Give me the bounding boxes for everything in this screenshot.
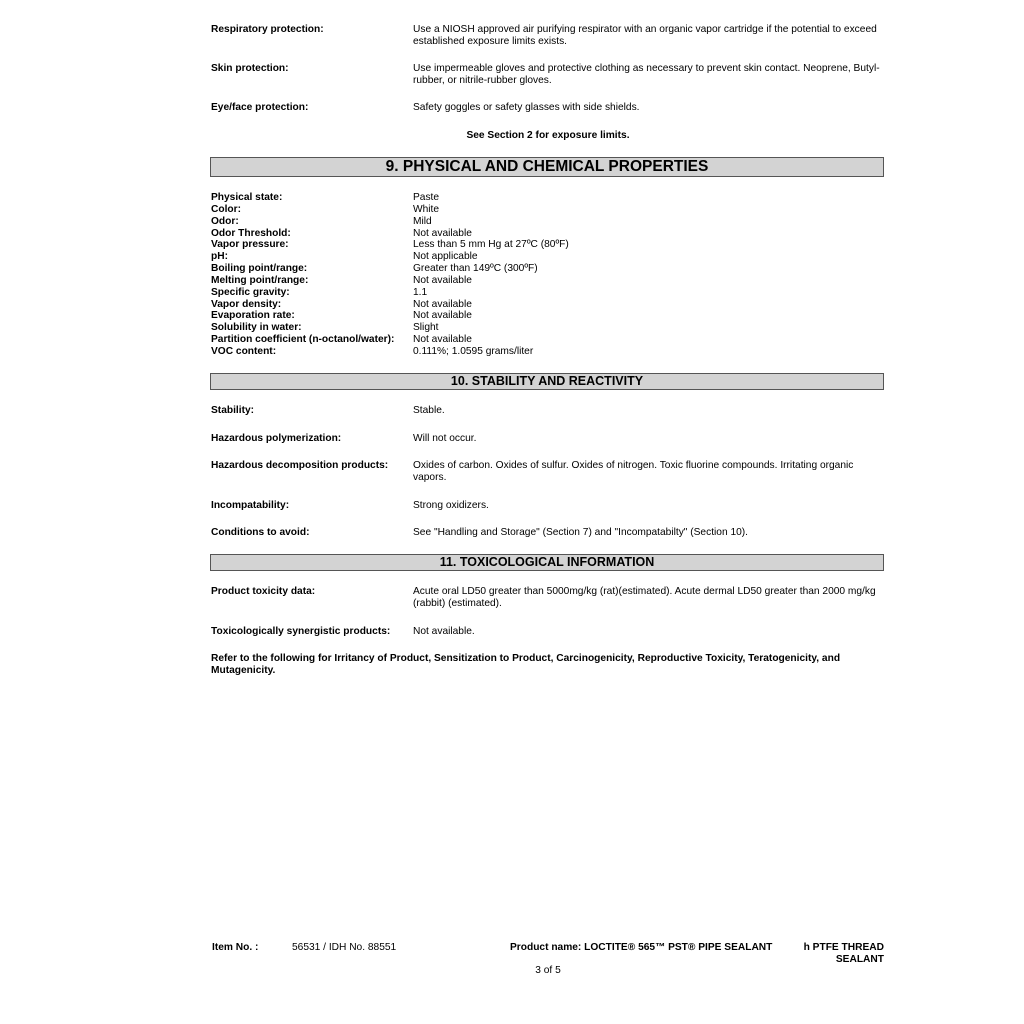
- field-value: Not available.: [413, 626, 475, 637]
- field-label: Skin protection:: [211, 63, 289, 74]
- field-label: Respiratory protection:: [211, 24, 324, 35]
- field-value: Will not occur.: [413, 433, 477, 444]
- property-value: Not available: [413, 310, 472, 322]
- field-label: Conditions to avoid:: [211, 527, 310, 538]
- property-label: Melting point/range:: [211, 274, 309, 286]
- property-row: [211, 334, 885, 346]
- see-section-note: See Section 2 for exposure limits.: [466, 130, 630, 141]
- product-suffix-line-2: SEALANT: [835, 954, 884, 965]
- product-name: Product name: LOCTITE® 565™ PST® PIPE SEALANT: [510, 942, 773, 953]
- page-number: 3 of 5: [535, 965, 561, 976]
- field-value: See "Handling and Storage" (Section 7) and "Incompatabilty" (Section 10).: [413, 527, 748, 538]
- property-row: [211, 275, 885, 287]
- property-label: Color:: [211, 203, 241, 215]
- property-row: [211, 228, 885, 240]
- property-label: Physical state:: [211, 192, 283, 203]
- property-row: [211, 299, 885, 311]
- field-value: Safety goggles or safety glasses with side shields.: [413, 102, 640, 113]
- property-value: Slight: [413, 322, 439, 334]
- field-label: Hazardous polymerization:: [211, 433, 342, 444]
- section-9-header: 9. PHYSICAL AND CHEMICAL PROPERTIES: [210, 157, 884, 177]
- property-value: Not available: [413, 274, 472, 286]
- property-value: 0.111%; 1.0595 grams/liter: [413, 345, 534, 357]
- property-label: Vapor pressure:: [211, 239, 289, 251]
- section-11-header: 11. TOXICOLOGICAL INFORMATION: [210, 554, 884, 571]
- field-value: Use impermeable gloves and protective clothing as necessary to prevent skin contact. Neoprene, Butyl-rubber, or nitrile-rubber gloves.: [413, 63, 880, 86]
- property-row: [211, 310, 885, 322]
- property-row: [211, 204, 885, 216]
- property-row: [211, 346, 885, 358]
- item-number-value: 56531 / IDH No. 88551: [292, 942, 397, 953]
- property-label: Evaporation rate:: [211, 310, 295, 322]
- field-label: Product toxicity data:: [211, 586, 316, 597]
- property-label: VOC content:: [211, 345, 277, 357]
- field-value: Oxides of carbon. Oxides of sulfur. Oxides of nitrogen. Toxic fluorine compounds. Irritating organic vapors.: [413, 460, 854, 483]
- property-label: Odor Threshold:: [211, 227, 291, 239]
- property-value: 1.1: [413, 286, 428, 298]
- item-number-label: Item No. :: [212, 942, 259, 953]
- field-value: Strong oxidizers.: [413, 500, 489, 511]
- physical-properties-list: [211, 192, 885, 358]
- section-10-header: 10. STABILITY AND REACTIVITY: [210, 373, 884, 390]
- property-row: [211, 251, 885, 263]
- property-label: Solubility in water:: [211, 322, 302, 334]
- property-label: Odor:: [211, 215, 239, 227]
- property-value: Paste: [413, 192, 440, 203]
- field-value: Acute oral LD50 greater than 5000mg/kg (rat)(estimated). Acute dermal LD50 greater than 2000 mg/kg (rabbit) (estimated).: [413, 586, 876, 609]
- property-label: Vapor density:: [211, 298, 282, 310]
- property-value: Not available: [413, 227, 472, 239]
- property-label: Partition coefficient (n-octanol/water):: [211, 334, 395, 346]
- refer-note: Refer to the following for Irritancy of Product, Sensitization to Product, Carcinogenicity, Reproductive Toxicity, Teratogenicity, and Mutagenicity.: [211, 653, 841, 676]
- property-label: Boiling point/range:: [211, 263, 308, 275]
- property-value: White: [413, 203, 440, 215]
- product-name-suffix: [760, 942, 884, 966]
- property-row: [211, 216, 885, 228]
- property-row: [211, 322, 885, 334]
- field-value: Stable.: [413, 405, 445, 416]
- field-label: Hazardous decomposition products:: [211, 460, 389, 471]
- field-label: Toxicologically synergistic products:: [211, 626, 391, 637]
- property-row: [211, 192, 885, 204]
- property-row: [211, 263, 885, 275]
- property-value: Mild: [413, 215, 432, 227]
- field-label: Stability:: [211, 405, 255, 416]
- property-value: Greater than 149ºC (300ºF): [413, 263, 538, 275]
- field-value: Use a NIOSH approved air purifying respirator with an organic vapor cartridge if the potential to exceed established exposure limits exists.: [413, 24, 877, 47]
- property-value: Not applicable: [413, 251, 478, 263]
- property-row: [211, 287, 885, 299]
- property-value: Less than 5 mm Hg at 27ºC (80ºF): [413, 239, 569, 251]
- field-label: Incompatability:: [211, 500, 290, 511]
- product-suffix-line-1: h PTFE THREAD: [803, 942, 884, 953]
- property-label: Specific gravity:: [211, 286, 290, 298]
- property-value: Not available: [413, 334, 472, 346]
- field-label: Eye/face protection:: [211, 102, 309, 113]
- property-label: pH:: [211, 251, 228, 263]
- property-row: [211, 239, 885, 251]
- property-value: Not available: [413, 298, 472, 310]
